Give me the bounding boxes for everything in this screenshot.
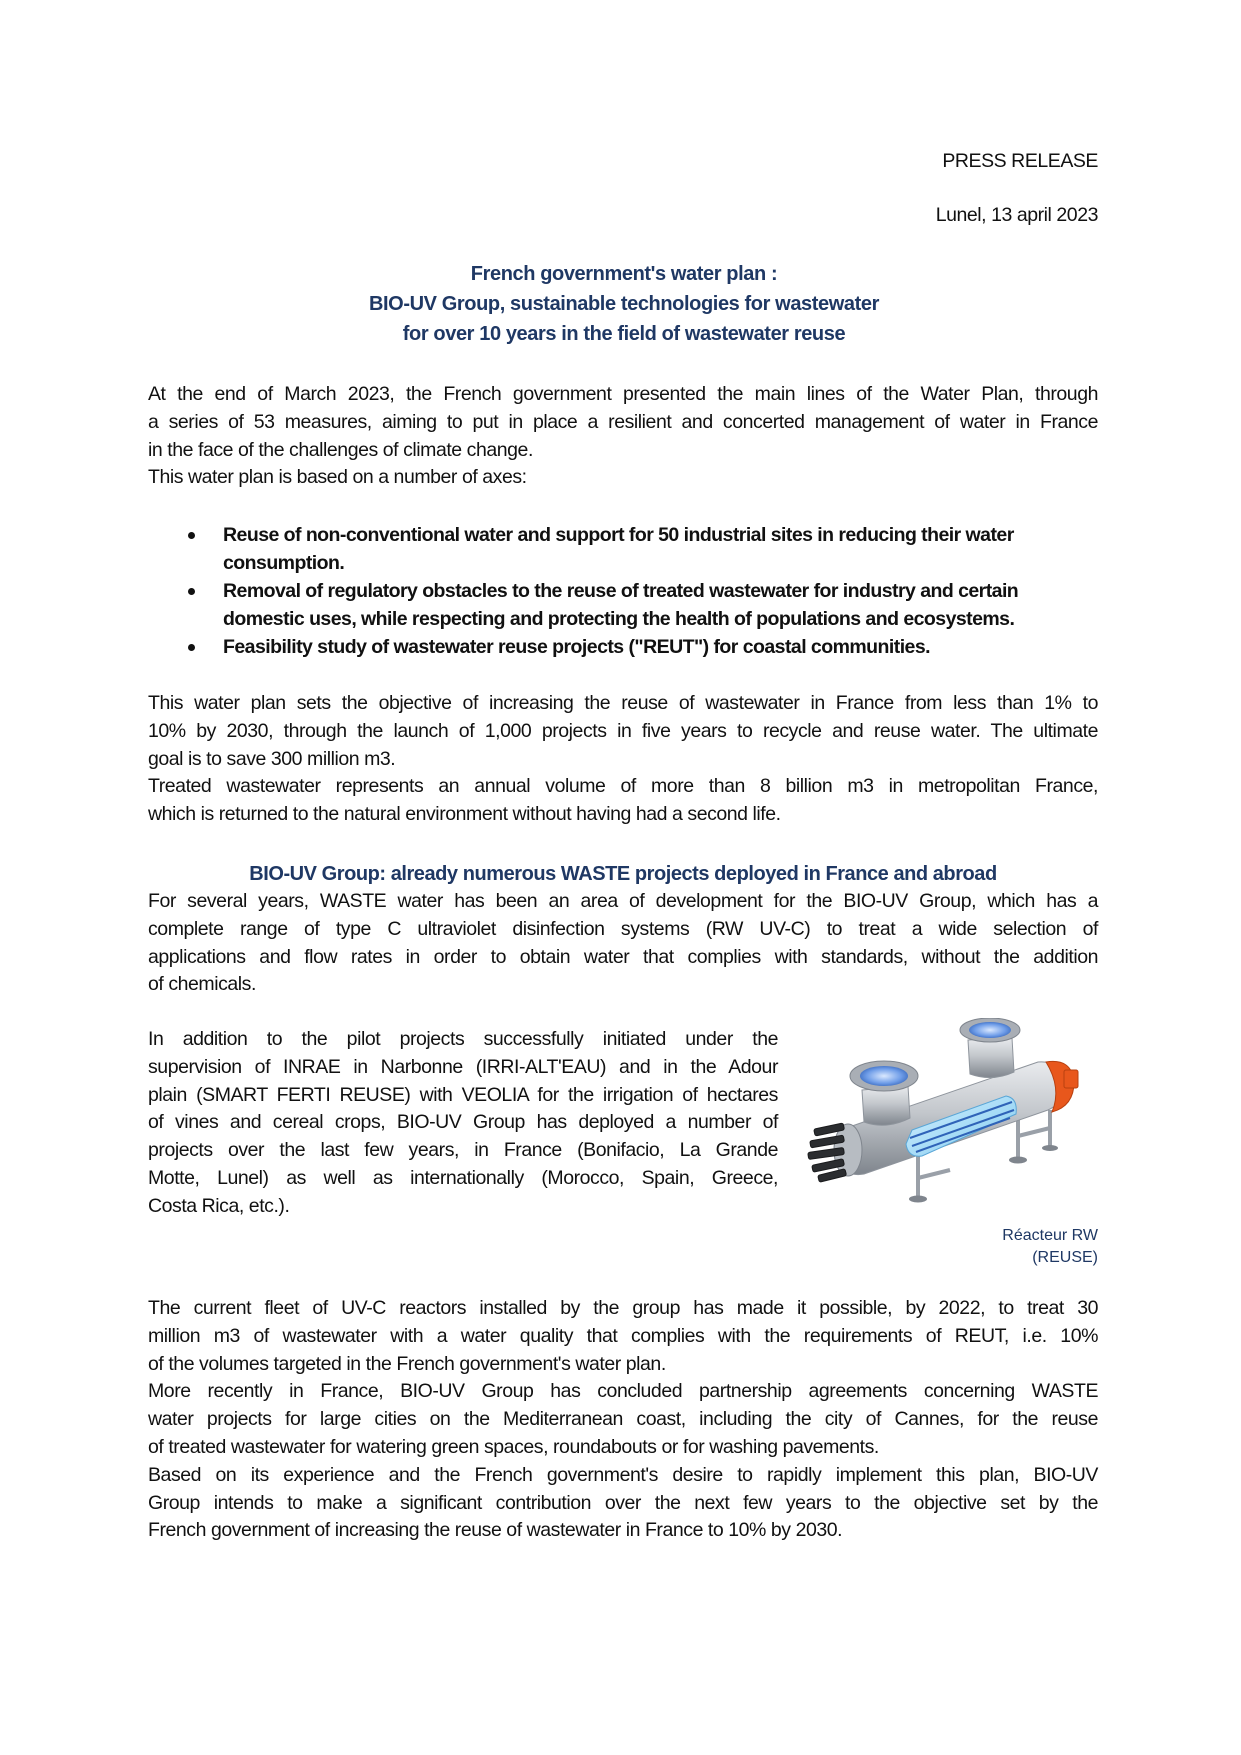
- pilot-projects-paragraph: [148, 1026, 778, 1221]
- intro-paragraph: [148, 381, 1098, 492]
- text-line: Based on its experience and the French government's desire to rapidly implement this plan, BIO-UV: [148, 1463, 1098, 1486]
- text-line: This water plan is based on a number of axes:: [148, 466, 527, 489]
- list-item: [148, 633, 1098, 661]
- text-line: Costa Rica, etc.).: [148, 1194, 290, 1217]
- uv-reactor-image: [800, 1018, 1090, 1210]
- text-line: Motte, Lunel) as well as internationally (Morocco, Spain, Greece,: [148, 1166, 778, 1189]
- text-line: 10% by 2030, through the launch of 1,000 projects in five years to recycle and reuse water. The ultimate: [148, 719, 1098, 742]
- caption-line: Réacteur RW: [1002, 1227, 1098, 1244]
- text-line: More recently in France, BIO-UV Group has concluded partnership agreements concerning WASTE: [148, 1380, 1098, 1403]
- text-line: in the face of the challenges of climate change.: [148, 438, 533, 461]
- text-line: of treated wastewater for watering green spaces, roundabouts or for washing pavements.: [148, 1435, 879, 1458]
- list-item-text: Removal of regulatory obstacles to the reuse of treated wastewater for industry and certain domestic uses, while respecting and protecting the health of populations and ecosystems.: [223, 580, 1019, 630]
- list-item-text: Reuse of non-conventional water and support for 50 industrial sites in reducing their water consumption.: [223, 524, 1014, 574]
- text-line: For several years, WASTE water has been an area of development for the BIO-UV Group, which has a: [148, 890, 1098, 912]
- text-line: complete range of type C ultraviolet disinfection systems (RW UV-C) to treat a wide selection of: [148, 917, 1098, 940]
- section-heading: BIO-UV Group: already numerous WASTE projects deployed in France and abroad: [249, 863, 997, 885]
- development-paragraph: [148, 888, 1098, 999]
- objective-paragraph: [148, 690, 1098, 829]
- water-plan-axes-list: [148, 521, 1098, 661]
- text-line: of vines and cereal crops, BIO-UV Group has deployed a number of: [148, 1111, 778, 1134]
- title-line: French government's water plan :: [470, 263, 778, 285]
- bullet-icon: [188, 644, 195, 651]
- text-line: water projects for large cities on the Mediterranean coast, including the city of Cannes, for the reuse: [148, 1408, 1098, 1431]
- text-line: million m3 of wastewater with a water quality that complies with the requirements of REUT, i.e. 10%: [148, 1324, 1098, 1347]
- text-line: Group intends to make a significant contribution over the next few years to the objective set by the: [148, 1491, 1098, 1514]
- text-line: of the volumes targeted in the French government's water plan.: [148, 1352, 666, 1375]
- text-line: applications and flow rates in order to obtain water that complies with standards, without the addition: [148, 945, 1098, 968]
- text-line: plain (SMART FERTI REUSE) with VEOLIA for the irrigation of hectares: [148, 1083, 778, 1106]
- document-title: [150, 259, 1098, 349]
- figure-caption: [1002, 1225, 1098, 1269]
- bullet-icon: [188, 532, 195, 539]
- text-line: French government of increasing the reuse of wastewater in France to 10% by 2030.: [148, 1519, 843, 1542]
- uv-reactor-illustration: [800, 1018, 1090, 1210]
- place-date: Lunel, 13 april 2023: [935, 204, 1098, 226]
- text-line: At the end of March 2023, the French government presented the main lines of the Water Plan, through: [148, 383, 1098, 405]
- text-line: supervision of INRAE in Narbonne (IRRI-ALT'EAU) and in the Adour: [148, 1055, 778, 1078]
- press-release-label: PRESS RELEASE: [942, 150, 1098, 172]
- text-line: In addition to the pilot projects successfully initiated under the: [148, 1028, 778, 1050]
- text-line: which is returned to the natural environment without having had a second life.: [148, 803, 781, 826]
- text-line: goal is to save 300 million m3.: [148, 747, 396, 770]
- text-line: projects over the last few years, in France (Bonifacio, La Grande: [148, 1139, 778, 1162]
- bullet-icon: [188, 588, 195, 595]
- list-item: [148, 521, 1098, 577]
- list-item-text: Feasibility study of wastewater reuse projects ("REUT") for coastal communities.: [223, 636, 931, 658]
- caption-line: (REUSE): [1032, 1249, 1098, 1266]
- title-line: BIO-UV Group, sustainable technologies for wastewater: [368, 293, 879, 315]
- text-line: The current fleet of UV-C reactors installed by the group has made it possible, by 2022, to treat 30: [148, 1297, 1098, 1319]
- fleet-paragraph: [148, 1295, 1098, 1545]
- list-item: [148, 577, 1098, 633]
- text-line: Treated wastewater represents an annual volume of more than 8 billion m3 in metropolitan France,: [148, 775, 1098, 798]
- text-line: This water plan sets the objective of increasing the reuse of wastewater in France from less than 1% to: [148, 692, 1098, 714]
- text-line: a series of 53 measures, aiming to put in place a resilient and concerted management of water in France: [148, 410, 1098, 433]
- text-line: of chemicals.: [148, 973, 256, 996]
- title-line: for over 10 years in the field of wastewater reuse: [402, 323, 846, 345]
